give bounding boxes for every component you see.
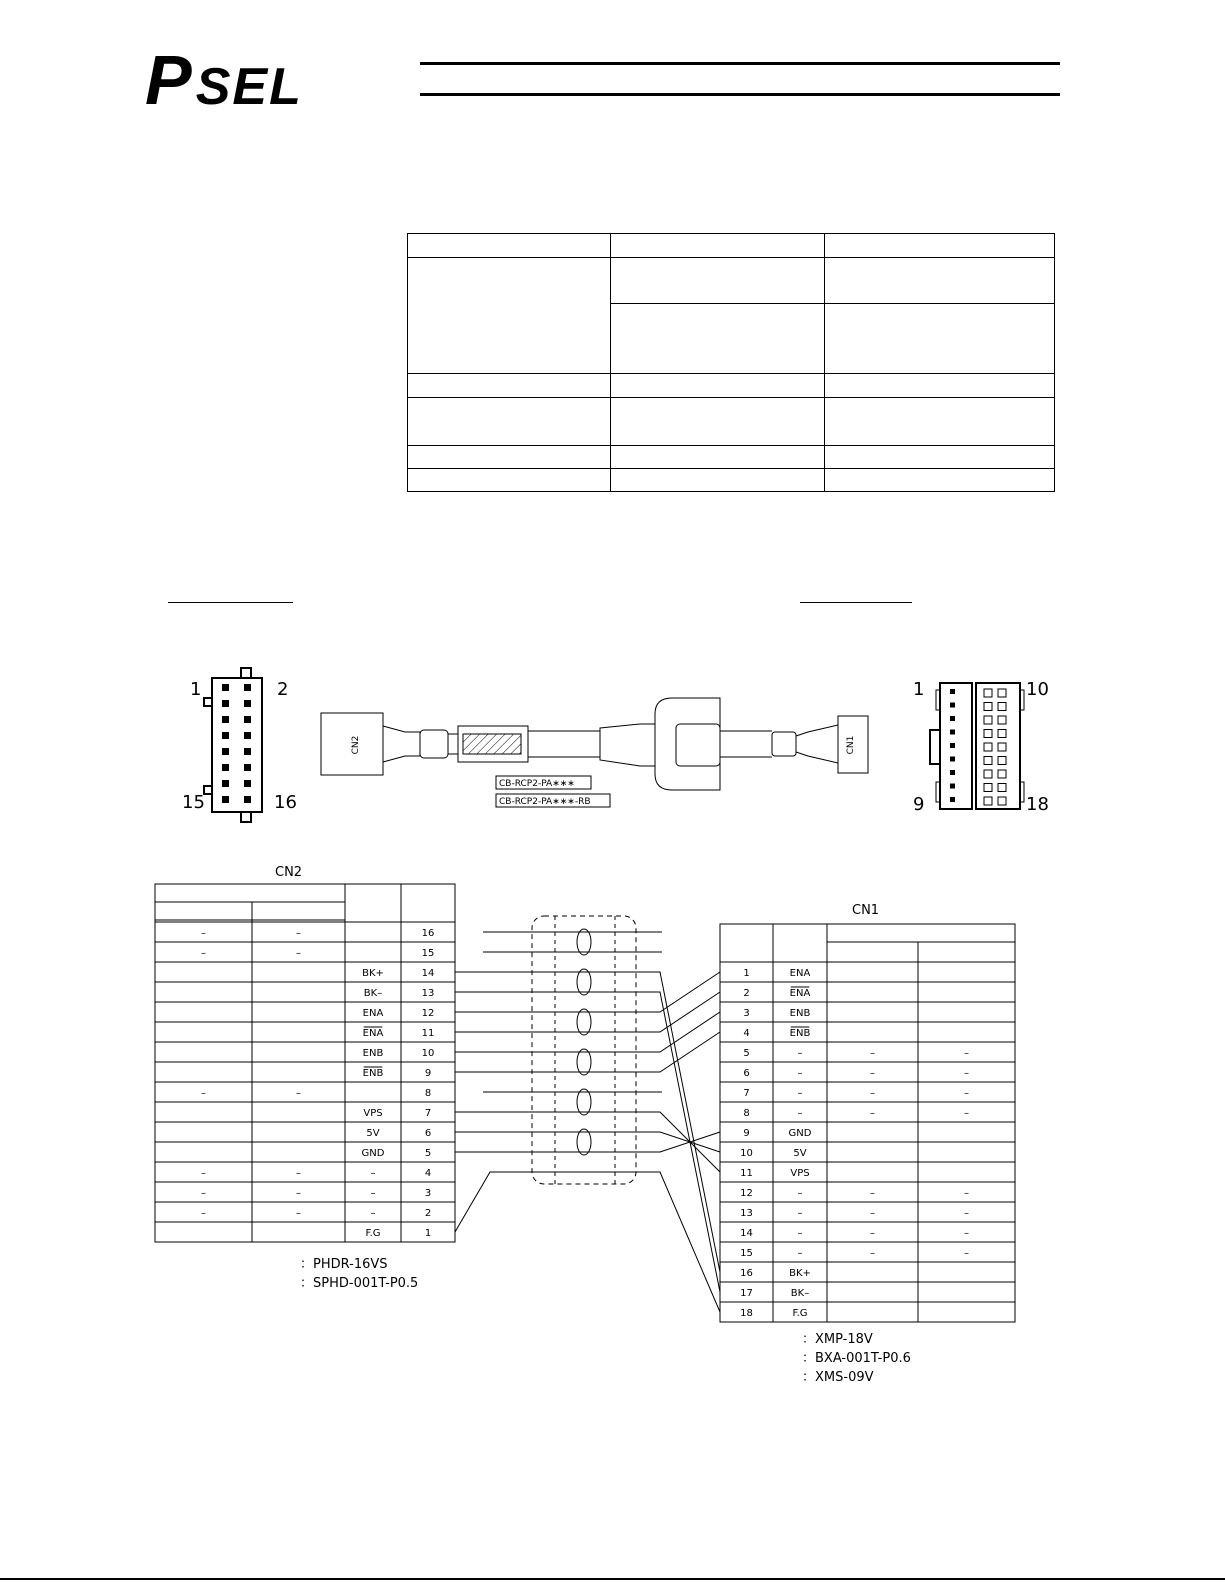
- cn2-pin-number: 3: [424, 1188, 432, 1199]
- right-pin: [998, 784, 1006, 792]
- cn2-pin-number: 16: [421, 928, 435, 939]
- cn1-signal: GND: [788, 1128, 812, 1139]
- cn1-pin-table: [720, 924, 1015, 1322]
- cn1-signal: F.G: [792, 1308, 808, 1319]
- cn1-cell: –: [964, 1068, 969, 1079]
- cn1-signal: ENA: [789, 968, 811, 979]
- cn2-cell: –: [201, 1208, 206, 1219]
- left-pin: [244, 700, 251, 707]
- cn1-pin-number: 1: [743, 968, 750, 979]
- cn1-cell: –: [964, 1228, 969, 1239]
- cn1-cell: –: [964, 1208, 969, 1219]
- left-pin: [244, 732, 251, 739]
- cn2-note-housing: ：PHDR-16VS: [300, 1257, 388, 1272]
- cn2-signal: ENB: [362, 1048, 384, 1059]
- right-pin: [998, 743, 1006, 751]
- footer-rule: [0, 1578, 1225, 1580]
- cn1-pin-number: 14: [740, 1228, 753, 1239]
- left-connector-face: [204, 668, 262, 822]
- cn1-cell: –: [870, 1248, 875, 1259]
- right-connector-pins: [950, 689, 1006, 805]
- right-pin-18-label: 18: [1026, 794, 1049, 815]
- cn2-signal: VPS: [363, 1108, 383, 1119]
- cn1-cell: –: [870, 1068, 875, 1079]
- cn2-cell: –: [201, 928, 206, 939]
- cn2-plug-label: CN2: [351, 735, 361, 755]
- cn2-cell: –: [296, 928, 301, 939]
- cn1-cell: –: [964, 1248, 969, 1259]
- cn1-pin-number: 16: [740, 1268, 753, 1279]
- cable-drawing: [321, 698, 868, 790]
- cn1-signal: –: [797, 1248, 803, 1259]
- twisted-pair-oval: [577, 1049, 591, 1075]
- cn2-pin-number: 6: [424, 1128, 432, 1139]
- cn1-title: CN1: [852, 903, 880, 918]
- left-pin-1-label: 1: [190, 679, 202, 700]
- cn2-signal: ENA: [362, 1028, 384, 1039]
- left-connector-pins: [222, 684, 251, 803]
- logo-sel: SEL: [195, 58, 303, 116]
- cn1-cell: –: [870, 1088, 875, 1099]
- right-pin: [984, 703, 992, 711]
- cn1-signal: –: [797, 1048, 803, 1059]
- right-pin: [998, 797, 1006, 805]
- cn2-cell: –: [201, 1168, 206, 1179]
- right-pin: [984, 716, 992, 724]
- cn1-pin-number: 8: [743, 1108, 750, 1119]
- cn1-note-contact: ：BXA-001T-P0.6: [802, 1351, 911, 1366]
- model-label-standard: CB-RCP2-PA∗∗∗: [499, 779, 575, 789]
- cn2-signal: 5V: [366, 1128, 380, 1139]
- left-pin: [244, 748, 251, 755]
- right-pin: [950, 743, 955, 748]
- cn1-cell: –: [870, 1228, 875, 1239]
- cn2-signal: BK+: [362, 968, 384, 979]
- cn1-signal: –: [797, 1088, 803, 1099]
- cn1-signal: –: [797, 1068, 803, 1079]
- cn2-cell: –: [201, 948, 206, 959]
- left-pin: [244, 716, 251, 723]
- cn1-signal: ENA: [789, 988, 811, 999]
- left-pin: [244, 684, 251, 691]
- cn1-pin-number: 18: [740, 1308, 753, 1319]
- right-pin: [998, 716, 1006, 724]
- cn1-pin-number: 5: [743, 1048, 750, 1059]
- right-pin: [950, 703, 955, 708]
- cn1-pin-number: 9: [743, 1128, 750, 1139]
- cn1-pin-number: 15: [740, 1248, 753, 1259]
- left-pin-16-label: 16: [274, 792, 297, 813]
- cn1-cell: –: [964, 1048, 969, 1059]
- left-pin: [222, 684, 229, 691]
- cn2-signal: –: [370, 1208, 376, 1219]
- cn2-note-contact: ：SPHD-001T-P0.5: [300, 1276, 419, 1291]
- cn1-signal: BK+: [789, 1268, 811, 1279]
- right-pin: [950, 716, 955, 721]
- cn2-signal: BK–: [363, 988, 383, 999]
- cn1-cell: –: [964, 1108, 969, 1119]
- cn2-pin-number: 7: [424, 1108, 432, 1119]
- cn1-pin-number: 11: [740, 1168, 753, 1179]
- cn2-title: CN2: [275, 865, 303, 880]
- shield-section: [532, 916, 636, 1184]
- cn2-signal: ENA: [362, 1008, 384, 1019]
- right-pin: [998, 730, 1006, 738]
- left-pin: [244, 764, 251, 771]
- cn1-pin-number: 6: [743, 1068, 750, 1079]
- cn1-signal: –: [797, 1188, 803, 1199]
- cn2-signal: GND: [361, 1148, 385, 1159]
- cn2-pin-number: 2: [424, 1208, 432, 1219]
- cn1-note-retainer: ：XMS-09V: [802, 1370, 874, 1385]
- cn2-cell: –: [296, 948, 301, 959]
- cn2-pin-number: 12: [421, 1008, 435, 1019]
- left-pin: [222, 716, 229, 723]
- right-pin: [998, 757, 1006, 765]
- cn2-cell: –: [296, 1188, 301, 1199]
- cn1-pin-number: 12: [740, 1188, 753, 1199]
- right-pin: [998, 770, 1006, 778]
- right-connector-face: [930, 683, 1024, 809]
- cn2-cell: –: [201, 1188, 206, 1199]
- cn1-plug-label: CN1: [846, 735, 856, 755]
- cn1-signal: –: [797, 1208, 803, 1219]
- cn2-signal: ENB: [362, 1068, 384, 1079]
- twisted-pair-oval: [577, 969, 591, 995]
- cn1-signal: –: [797, 1228, 803, 1239]
- right-pin: [998, 689, 1006, 697]
- cn2-pin-number: 5: [424, 1148, 432, 1159]
- cn2-pin-number: 4: [424, 1168, 432, 1179]
- cn2-signal: –: [370, 1168, 376, 1179]
- cn1-cell: –: [870, 1188, 875, 1199]
- right-pin: [984, 689, 992, 697]
- right-pin: [950, 689, 955, 694]
- cn1-signal: –: [797, 1108, 803, 1119]
- cn2-cell: –: [296, 1088, 301, 1099]
- cn2-cell: –: [201, 1088, 206, 1099]
- twisted-pair-oval: [577, 1129, 591, 1155]
- left-pin: [222, 764, 229, 771]
- cn2-pin-number: 13: [421, 988, 435, 999]
- right-pin: [984, 743, 992, 751]
- wire-line: [455, 1172, 720, 1312]
- cn1-pin-number: 4: [743, 1028, 750, 1039]
- twisted-pair-oval: [577, 1089, 591, 1115]
- right-pin: [950, 770, 955, 775]
- cn2-cell: –: [296, 1208, 301, 1219]
- cn1-note-housing: ：XMP-18V: [802, 1332, 873, 1347]
- twisted-pair-oval: [577, 929, 591, 955]
- twisted-pair-oval: [577, 1009, 591, 1035]
- cn1-cell: –: [870, 1048, 875, 1059]
- right-pin: [984, 784, 992, 792]
- cn2-pin-number: 9: [424, 1068, 432, 1079]
- right-pin: [950, 784, 955, 789]
- right-pin: [984, 797, 992, 805]
- right-pin-9-label: 9: [913, 794, 925, 815]
- left-pin: [244, 796, 251, 803]
- right-pin-10-label: 10: [1026, 679, 1049, 700]
- cn1-cell: –: [870, 1208, 875, 1219]
- logo-p: P: [145, 41, 190, 119]
- cn1-signal: ENB: [789, 1008, 811, 1019]
- cn1-pin-number: 10: [740, 1148, 753, 1159]
- left-pin: [222, 796, 229, 803]
- cn1-pin-number: 13: [740, 1208, 753, 1219]
- right-pin: [950, 757, 955, 762]
- right-pin: [984, 730, 992, 738]
- cn1-pin-number: 2: [743, 988, 750, 999]
- left-pin-15-label: 15: [182, 792, 205, 813]
- left-pin: [244, 780, 251, 787]
- model-label-robot: CB-RCP2-PA∗∗∗-RB: [499, 797, 591, 807]
- cn1-pin-number: 7: [743, 1088, 750, 1099]
- cn2-pin-number: 11: [421, 1028, 435, 1039]
- left-pin: [222, 748, 229, 755]
- cn2-pin-number: 14: [421, 968, 435, 979]
- right-pin: [998, 703, 1006, 711]
- cn2-signal: –: [370, 1188, 376, 1199]
- cn2-cell: –: [296, 1168, 301, 1179]
- left-pin: [222, 700, 229, 707]
- cn2-pin-number: 1: [424, 1228, 432, 1239]
- cn2-signal: F.G: [365, 1228, 381, 1239]
- right-pin-1-label: 1: [913, 679, 925, 700]
- right-pin: [984, 770, 992, 778]
- left-pin: [222, 732, 229, 739]
- cn1-signal: VPS: [790, 1168, 810, 1179]
- left-pin: [222, 780, 229, 787]
- cn1-signal: ENB: [789, 1028, 811, 1039]
- cn1-signal: BK–: [790, 1288, 810, 1299]
- cn1-pin-number: 3: [743, 1008, 750, 1019]
- left-pin-2-label: 2: [277, 679, 289, 700]
- cn2-pin-table: [155, 884, 455, 1242]
- right-pin: [984, 757, 992, 765]
- cn1-cell: –: [964, 1188, 969, 1199]
- cn2-pin-number: 8: [424, 1088, 432, 1099]
- cn1-pin-number: 17: [740, 1288, 753, 1299]
- cn2-pin-number: 15: [421, 948, 435, 959]
- cn1-cell: –: [870, 1108, 875, 1119]
- cn2-frame: [155, 884, 455, 1242]
- cn1-signal: 5V: [793, 1148, 807, 1159]
- right-pin: [950, 730, 955, 735]
- cn2-pin-number: 10: [421, 1048, 435, 1059]
- cn1-cell: –: [964, 1088, 969, 1099]
- right-pin: [950, 797, 955, 802]
